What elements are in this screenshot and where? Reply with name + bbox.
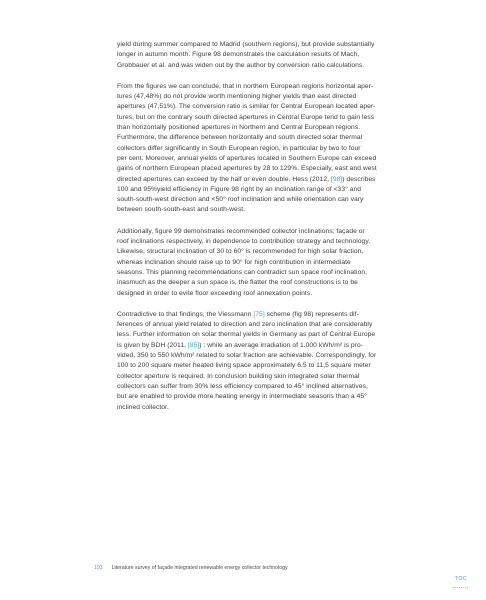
page-footer (94, 565, 288, 571)
text-line (117, 227, 387, 237)
text-segment: apertures (47,51%). The conversion ratio is similar for Central European located aper- (117, 103, 376, 111)
text-line (117, 113, 387, 123)
text-segment: vided, 350 to 550 kWh/m² related to solar fraction are achievable. Correspondingly, for (117, 352, 377, 360)
text-line (117, 82, 387, 92)
text-line (117, 341, 387, 351)
text-segment: between south-south-east and south-west. (117, 206, 246, 214)
page-number: 193 (94, 565, 103, 571)
text-line (117, 237, 387, 247)
text-segment: than horizontally positioned apertures in Northern and Central European regions. (117, 124, 361, 132)
text-segment: per cent. Moreover, annual yields of apertures located in Southern Europe can exceed (117, 154, 377, 162)
text-segment: Grobbauer et al. and was widen out by the author by conversion ratio calculations. (117, 61, 365, 69)
text-line (117, 392, 387, 402)
running-title: Literature survey of façade integrated renewable energy collector technology (111, 565, 288, 571)
text-segment: inclined collector. (117, 403, 169, 411)
text-segment: tures, but on the contrary south directed apertures in Central Europe tend to gain less (117, 113, 375, 121)
text-line (117, 361, 387, 371)
text-line (117, 247, 387, 257)
text-line (117, 320, 387, 330)
text-segment: but are enabled to provide more heating energy in intermediate seasons than a 45° (117, 393, 367, 401)
text-segment: yield during summer compared to Madrid (southern regions), but provide substantially (117, 41, 375, 48)
text-line (117, 123, 387, 133)
citation-link[interactable]: [85] (187, 341, 200, 349)
text-line (117, 175, 387, 185)
text-segment: Contradictive to that findings, the Viessmann (117, 310, 254, 318)
toc-dotted-rule (452, 587, 468, 588)
text-segment: inasmuch as the deeper a sun space is, the flatter the roof constructions is to be (117, 279, 358, 287)
text-line (117, 40, 387, 50)
text-segment: Additionally, figure 99 demonstrates recommended collector inclinations; façade or (117, 227, 365, 235)
text-segment: 100 to 200 square meter heated living space approximately 6,5 to 11,5 square meter (117, 362, 371, 370)
text-segment: south-south-west direction and <50° roof inclination and while orientation can vary (117, 196, 364, 204)
text-segment: Furthermore, the difference between horizontally and south directed solar thermal (117, 134, 363, 142)
text-line (117, 278, 387, 288)
text-line (117, 92, 387, 102)
text-segment: whereas inclination should raise up to 90° for high contribution in intermediate (117, 258, 351, 266)
text-segment: 100 and 95%yield efficiency in Figure 98 right by an inclination range of <33° and (117, 185, 362, 193)
text-segment: ) : while an average irradiation of 1.000 kWh/m² is pro- (199, 341, 364, 349)
text-segment: collectors can suffer from 30% less efficiency compared to 45° inclined alternatives, (117, 382, 368, 390)
text-segment: ) describes (342, 175, 376, 183)
text-line (117, 144, 387, 154)
text-line (117, 268, 387, 278)
paragraph (117, 310, 387, 413)
text-line (117, 205, 387, 215)
paragraph (117, 82, 387, 216)
text-segment: scheme (fig 98) represents dif- (264, 310, 359, 318)
text-segment: less. Further information on solar thermal yields in Germany as part of Central Europe (117, 331, 376, 339)
citation-link[interactable]: [75] (253, 310, 265, 318)
text-line (117, 330, 387, 340)
toc-link[interactable]: TOC (455, 576, 467, 582)
text-segment: collector aperture is required. In conclusion building skin integrated solar thermal (117, 372, 360, 380)
text-segment: directed apertures can exceed by the half or even double. Hess (2012, (117, 175, 331, 183)
text-segment: gains of northern European placed apertures by 28 to 129%. Especially, east and west (117, 165, 377, 173)
text-line (117, 102, 387, 112)
text-line (117, 403, 387, 413)
text-line (117, 50, 387, 60)
paragraph (117, 227, 387, 299)
text-segment: longer in autumn month. Figure 98 demonstrates the calculation results of Mach, (117, 51, 360, 59)
text-line (117, 164, 387, 174)
text-line (117, 372, 387, 382)
text-segment: From the figures we can conclude, that in northern European regions horizontal aper- (117, 82, 374, 90)
body-text (117, 40, 387, 424)
paragraph (117, 40, 387, 71)
text-line (117, 258, 387, 268)
text-segment: designed in order to evite floor exceeding roof annexation points. (117, 289, 313, 297)
text-line (117, 133, 387, 143)
text-segment: roof inclinations respectively, in dependence to contribution strategy and technology. (117, 238, 371, 246)
text-segment: is given by BDH (2011, (117, 341, 188, 349)
text-line (117, 154, 387, 164)
text-segment: tures (47,48%) do not provide worth mentioning higher yields than east directed (117, 93, 357, 101)
text-segment: Likewise, structural inclination of 30 to 60° is recommended for high solar fraction, (117, 248, 364, 256)
text-line (117, 185, 387, 195)
text-line (117, 382, 387, 392)
text-line (117, 351, 387, 361)
text-segment: seasons. This planning recommendations can contradict sun space roof inclination, (117, 268, 368, 276)
text-line (117, 195, 387, 205)
text-line (117, 61, 387, 71)
text-line (117, 289, 387, 299)
text-segment: collectors differ significantly in South European region, in particular by two to four (117, 144, 361, 152)
citation-link[interactable]: [98] (330, 175, 343, 183)
text-segment: ferences of annual yield related to direction and zero inclination that are considerably (117, 321, 373, 329)
text-line (117, 310, 387, 320)
